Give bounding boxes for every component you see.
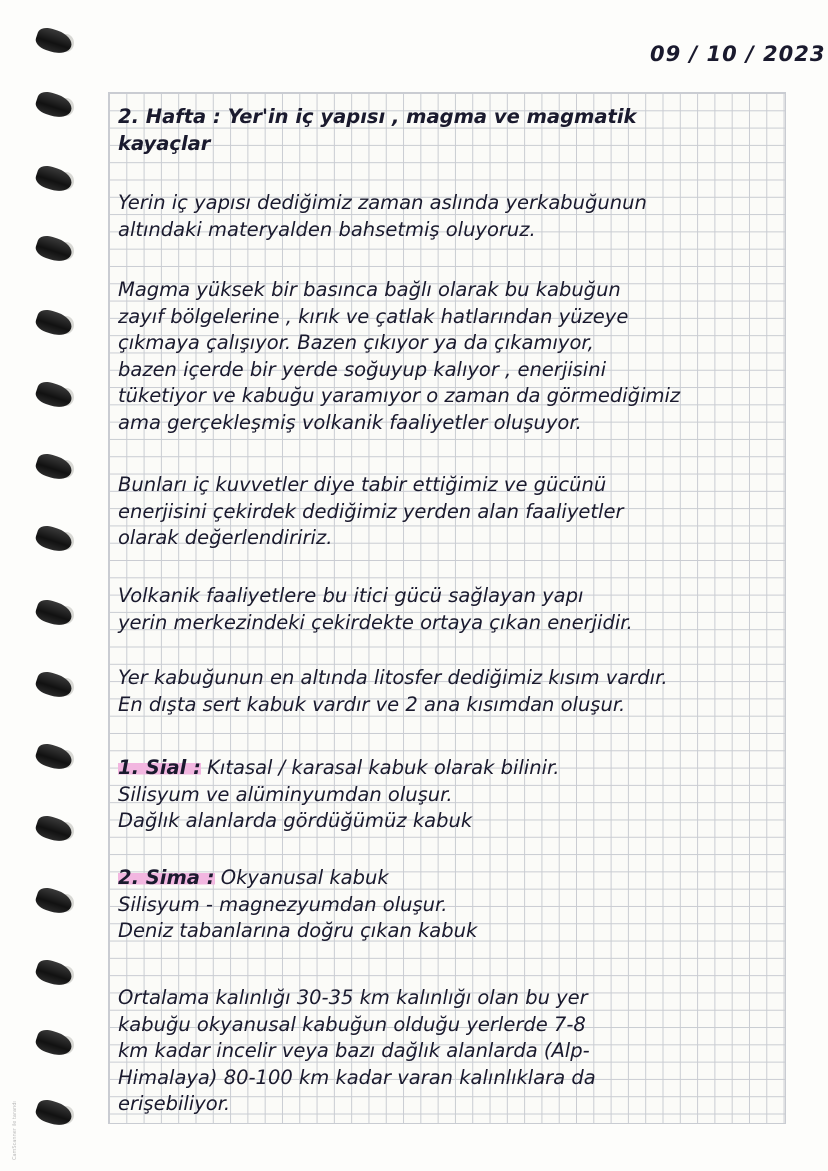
paragraph bbox=[118, 472, 788, 552]
text-line bbox=[118, 865, 788, 892]
text-line bbox=[118, 755, 788, 782]
text-line: Silisyum ve alüminyumdan oluşur. bbox=[118, 782, 453, 806]
spiral-ring bbox=[32, 672, 76, 702]
title-line: 2. Hafta : Yer'in iç yapısı , magma ve magmatik bbox=[118, 105, 637, 128]
title-line: kayaçlar bbox=[118, 131, 211, 155]
text-line: yerin merkezindeki çekirdekte ortaya çıkan enerjidir. bbox=[118, 610, 633, 634]
paragraph bbox=[118, 665, 788, 718]
spiral-ring bbox=[32, 1100, 76, 1130]
text-line: tüketiyor ve kabuğu yaramıyor o zaman da görmediğimiz bbox=[118, 384, 681, 407]
spiral-ring bbox=[32, 28, 76, 58]
text-line: çıkmaya çalışıyor. Bazen çıkıyor ya da çıkamıyor, bbox=[118, 331, 594, 354]
spiral-ring bbox=[32, 888, 76, 918]
sima-definition: Okyanusal kabuk bbox=[220, 866, 389, 889]
text-line: Ortalama kalınlığı 30-35 km kalınlığı olan bu yer bbox=[118, 986, 588, 1009]
spiral-ring bbox=[32, 1030, 76, 1060]
text-line: Dağlık alanlarda gördüğümüz kabuk bbox=[118, 809, 473, 832]
text-line: enerjisini çekirdek dediğimiz yerden alan faaliyetler bbox=[118, 499, 624, 523]
text-line: Deniz tabanlarına doğru çıkan kabuk bbox=[118, 919, 478, 942]
text-line: erişebiliyor. bbox=[118, 1092, 231, 1115]
text-line: Yer kabuğunun en altında litosfer dediğimiz kısım vardır. bbox=[118, 666, 668, 689]
text-line: km kadar incelir veya bazı dağlık alanlarda (Alp- bbox=[118, 1039, 590, 1062]
page-title bbox=[118, 104, 788, 157]
spiral-ring bbox=[32, 600, 76, 630]
text-line: Magma yüksek bir basınca bağlı olarak bu kabuğun bbox=[118, 278, 621, 301]
sima-section bbox=[118, 865, 788, 945]
paragraph bbox=[118, 583, 788, 636]
sial-definition: Kıtasal / karasal kabuk olarak bilinir. bbox=[207, 756, 560, 779]
text-line: bazen içerde bir yerde soğuyup kalıyor , enerjisini bbox=[118, 357, 607, 381]
spiral-binding bbox=[0, 0, 90, 1171]
spiral-ring bbox=[32, 816, 76, 846]
paragraph bbox=[118, 985, 788, 1118]
spiral-ring bbox=[32, 382, 76, 412]
text-line: Volkanik faaliyetlere bu itici gücü sağlayan yapı bbox=[118, 584, 584, 607]
text-line: Silisyum - magnezyumdan oluşur. bbox=[118, 892, 448, 916]
text-line: kabuğu okyanusal kabuğun olduğu yerlerde 7-8 bbox=[118, 1012, 586, 1036]
spiral-ring bbox=[32, 310, 76, 340]
page-date: 09 / 10 / 2023 bbox=[650, 42, 826, 66]
text-line: Yerin iç yapısı dediğimiz zaman aslında yerkabuğunun bbox=[118, 191, 647, 214]
spiral-ring bbox=[32, 454, 76, 484]
spiral-ring bbox=[32, 526, 76, 556]
paragraph bbox=[118, 277, 788, 436]
text-line: Himalaya) 80-100 km kadar varan kalınlıklara da bbox=[118, 1065, 596, 1089]
sima-heading: 2. Sima : bbox=[118, 866, 215, 889]
sial-section bbox=[118, 755, 788, 835]
text-line: Bunları iç kuvvetler diye tabir ettiğimiz ve gücünü bbox=[118, 473, 607, 496]
text-line: altındaki materyalden bahsetmiş oluyoruz. bbox=[118, 217, 536, 241]
sial-heading: 1. Sial : bbox=[118, 756, 201, 779]
text-line: ama gerçekleşmiş volkanik faaliyetler oluşuyor. bbox=[118, 410, 582, 434]
text-line: En dışta sert kabuk vardır ve 2 ana kısımdan oluşur. bbox=[118, 692, 626, 716]
spiral-ring bbox=[32, 744, 76, 774]
spiral-ring bbox=[32, 166, 76, 196]
spiral-ring bbox=[32, 92, 76, 122]
spiral-ring bbox=[32, 960, 76, 990]
text-line: olarak değerlendiririz. bbox=[118, 526, 333, 549]
scanner-watermark: CamScanner ile tarandı bbox=[12, 1101, 18, 1160]
spiral-ring bbox=[32, 236, 76, 266]
paragraph bbox=[118, 190, 788, 243]
text-line: zayıf bölgelerine , kırık ve çatlak hatlarından yüzeye bbox=[118, 304, 629, 328]
